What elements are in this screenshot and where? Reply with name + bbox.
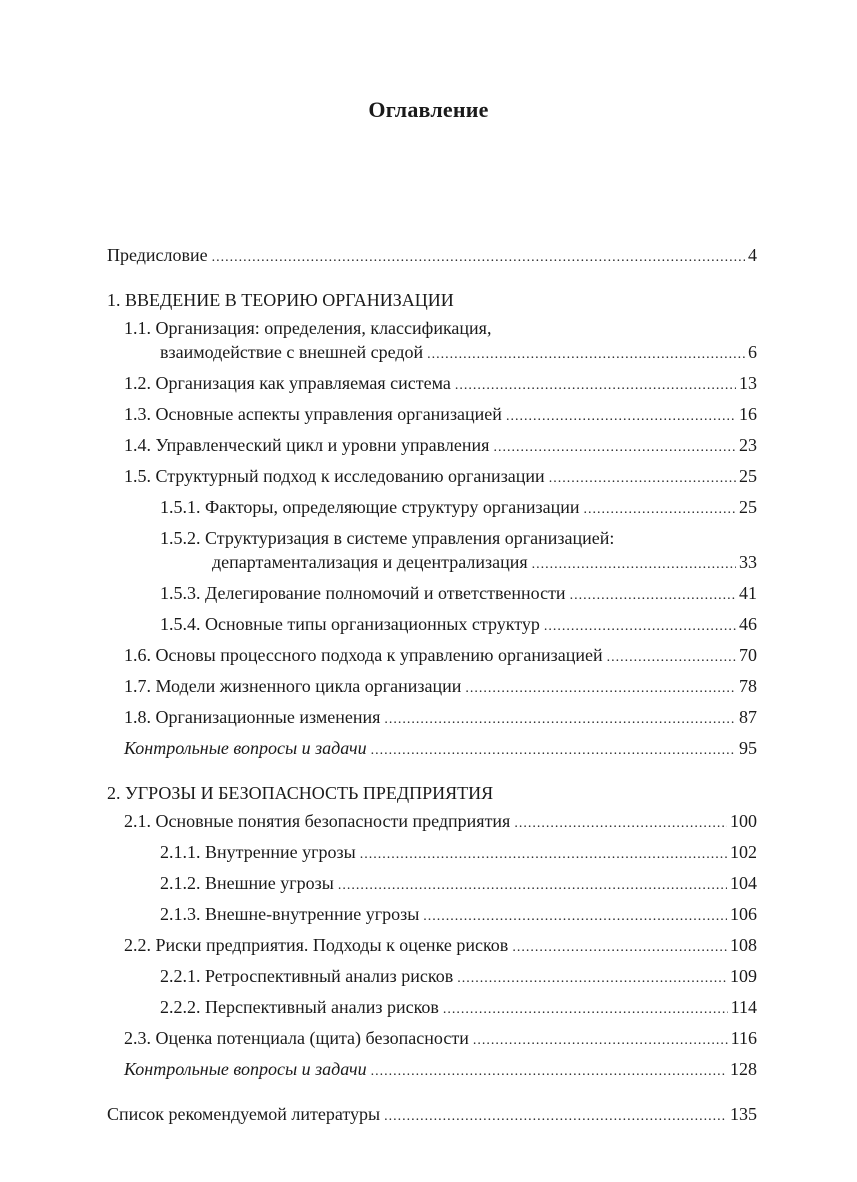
toc-label: 1.2. Организация как управляемая система	[124, 373, 451, 393]
toc-page-number: 41	[739, 583, 757, 603]
leader-dots	[607, 646, 736, 670]
toc-label: 1.8. Организационные изменения	[124, 707, 381, 727]
toc-label: 1.5. Структурный подход к исследованию организации	[124, 466, 545, 486]
leader-dots	[443, 998, 728, 1022]
toc-entry-1-5-1[interactable]	[107, 495, 757, 522]
toc-entry-1-8[interactable]	[107, 705, 757, 732]
toc-label: 2.1.2. Внешние угрозы	[160, 873, 334, 893]
toc-page-number: 4	[748, 245, 757, 265]
toc-label: 2.1.1. Внутренние угрозы	[160, 842, 356, 862]
leader-dots	[544, 615, 736, 639]
toc-entry-2-2-2[interactable]	[107, 995, 757, 1022]
toc-entry-1-5-3[interactable]	[107, 581, 757, 608]
toc-page-number: 13	[739, 373, 757, 393]
leader-dots	[473, 1029, 728, 1053]
toc-page-number: 102	[730, 842, 757, 862]
toc-entry-1-6[interactable]	[107, 643, 757, 670]
toc-label: 2.1. Основные понятия безопасности предприятия	[124, 811, 511, 831]
toc-page-number: 128	[730, 1059, 757, 1079]
toc-label: 1.3. Основные аспекты управления организацией	[124, 404, 502, 424]
toc-label: 1.7. Модели жизненного цикла организации	[124, 676, 462, 696]
leader-dots	[212, 246, 745, 270]
leader-dots	[532, 553, 736, 577]
toc-entry-questions-2[interactable]	[107, 1057, 757, 1084]
leader-dots	[371, 739, 736, 763]
toc-entry-1-2[interactable]	[107, 371, 757, 398]
toc-entry-1-5-4[interactable]	[107, 612, 757, 639]
leader-dots	[512, 936, 727, 960]
toc-page-number: 70	[739, 645, 757, 665]
leader-dots	[570, 584, 736, 608]
toc-label: 2.1.3. Внешне-внутренние угрозы	[160, 904, 420, 924]
toc-label-line1: 1.5.2. Структуризация в системе управления организацией:	[160, 528, 615, 548]
toc-entry-preface[interactable]	[107, 243, 757, 270]
toc-label-line1: 1.1. Организация: определения, классификация,	[124, 318, 492, 338]
leader-dots	[493, 436, 736, 460]
toc-label: 2.2.2. Перспективный анализ рисков	[160, 997, 439, 1017]
toc-entry-2-1-3[interactable]	[107, 902, 757, 929]
leader-dots	[384, 1105, 727, 1129]
toc-entry-2-3[interactable]	[107, 1026, 757, 1053]
toc-entry-1-7[interactable]	[107, 674, 757, 701]
toc-label: 1.5.1. Факторы, определяющие структуру организации	[160, 497, 580, 517]
toc-page-number: 33	[739, 552, 757, 572]
table-of-contents	[107, 243, 757, 1133]
toc-entry-2-1-2[interactable]	[107, 871, 757, 898]
toc-entry-bibliography[interactable]	[107, 1102, 757, 1129]
toc-entry-1-3[interactable]	[107, 402, 757, 429]
leader-dots	[514, 812, 727, 836]
leader-dots	[457, 967, 727, 991]
toc-entry-2-2[interactable]	[107, 933, 757, 960]
toc-label: 2.2. Риски предприятия. Подходы к оценке рисков	[124, 935, 509, 955]
toc-page-number: 16	[739, 404, 757, 424]
leader-dots	[384, 708, 736, 732]
toc-page-number: 25	[739, 466, 757, 486]
toc-entry-1-5[interactable]	[107, 464, 757, 491]
leader-dots	[549, 467, 736, 491]
leader-dots	[371, 1060, 727, 1084]
toc-label: 1.4. Управленческий цикл и уровни управления	[124, 435, 490, 455]
leader-dots	[423, 905, 727, 929]
toc-page-number: 106	[730, 904, 757, 924]
leader-dots	[455, 374, 736, 398]
toc-page-number: 104	[730, 873, 757, 893]
page-title: Оглавление	[368, 97, 489, 122]
toc-label-line2: взаимодействие с внешней средой	[160, 342, 424, 362]
toc-page-number: 78	[739, 676, 757, 696]
toc-entry-2-2-1[interactable]	[107, 964, 757, 991]
leader-dots	[506, 405, 736, 429]
toc-label: Контрольные вопросы и задачи	[124, 1059, 367, 1079]
toc-page-number: 108	[730, 935, 757, 955]
leader-dots	[427, 343, 745, 367]
chapter-heading-2[interactable]: 2. УГРОЗЫ И БЕЗОПАСНОСТЬ ПРЕДПРИЯТИЯ	[107, 783, 494, 803]
toc-page-number: 109	[730, 966, 757, 986]
leader-dots	[338, 874, 727, 898]
toc-page-number: 46	[739, 614, 757, 634]
toc-label: 2.2.1. Ретроспективный анализ рисков	[160, 966, 454, 986]
leader-dots	[584, 498, 736, 522]
toc-label: 1.5.3. Делегирование полномочий и ответственности	[160, 583, 566, 603]
chapter-heading-1[interactable]: 1. ВВЕДЕНИЕ В ТЕОРИЮ ОРГАНИЗАЦИИ	[107, 290, 454, 310]
toc-entry-2-1[interactable]	[107, 809, 757, 836]
toc-page-number: 95	[739, 738, 757, 758]
toc-page-number: 116	[730, 1028, 757, 1048]
toc-page-number: 23	[739, 435, 757, 455]
toc-entry-1-5-2[interactable]	[107, 526, 757, 577]
toc-label: 1.6. Основы процессного подхода к управлению организацией	[124, 645, 603, 665]
toc-label: Предисловие	[107, 245, 208, 265]
toc-entry-questions-1[interactable]	[107, 736, 757, 763]
leader-dots	[360, 843, 727, 867]
toc-page-number: 6	[748, 342, 757, 362]
toc-entry-2-1-1[interactable]	[107, 840, 757, 867]
toc-page-number: 87	[739, 707, 757, 727]
leader-dots	[465, 677, 736, 701]
toc-entry-1-1[interactable]	[107, 316, 757, 367]
toc-label: 1.5.4. Основные типы организационных структур	[160, 614, 540, 634]
toc-page-number: 25	[739, 497, 757, 517]
toc-entry-1-4[interactable]	[107, 433, 757, 460]
toc-page-number: 114	[730, 997, 757, 1017]
toc-label: Контрольные вопросы и задачи	[124, 738, 367, 758]
toc-label-line2: департаментализация и децентрализация	[212, 552, 528, 572]
toc-page-number: 135	[730, 1104, 757, 1124]
toc-label: Список рекомендуемой литературы	[107, 1104, 381, 1124]
toc-page-number: 100	[730, 811, 757, 831]
toc-label: 2.3. Оценка потенциала (щита) безопасности	[124, 1028, 469, 1048]
